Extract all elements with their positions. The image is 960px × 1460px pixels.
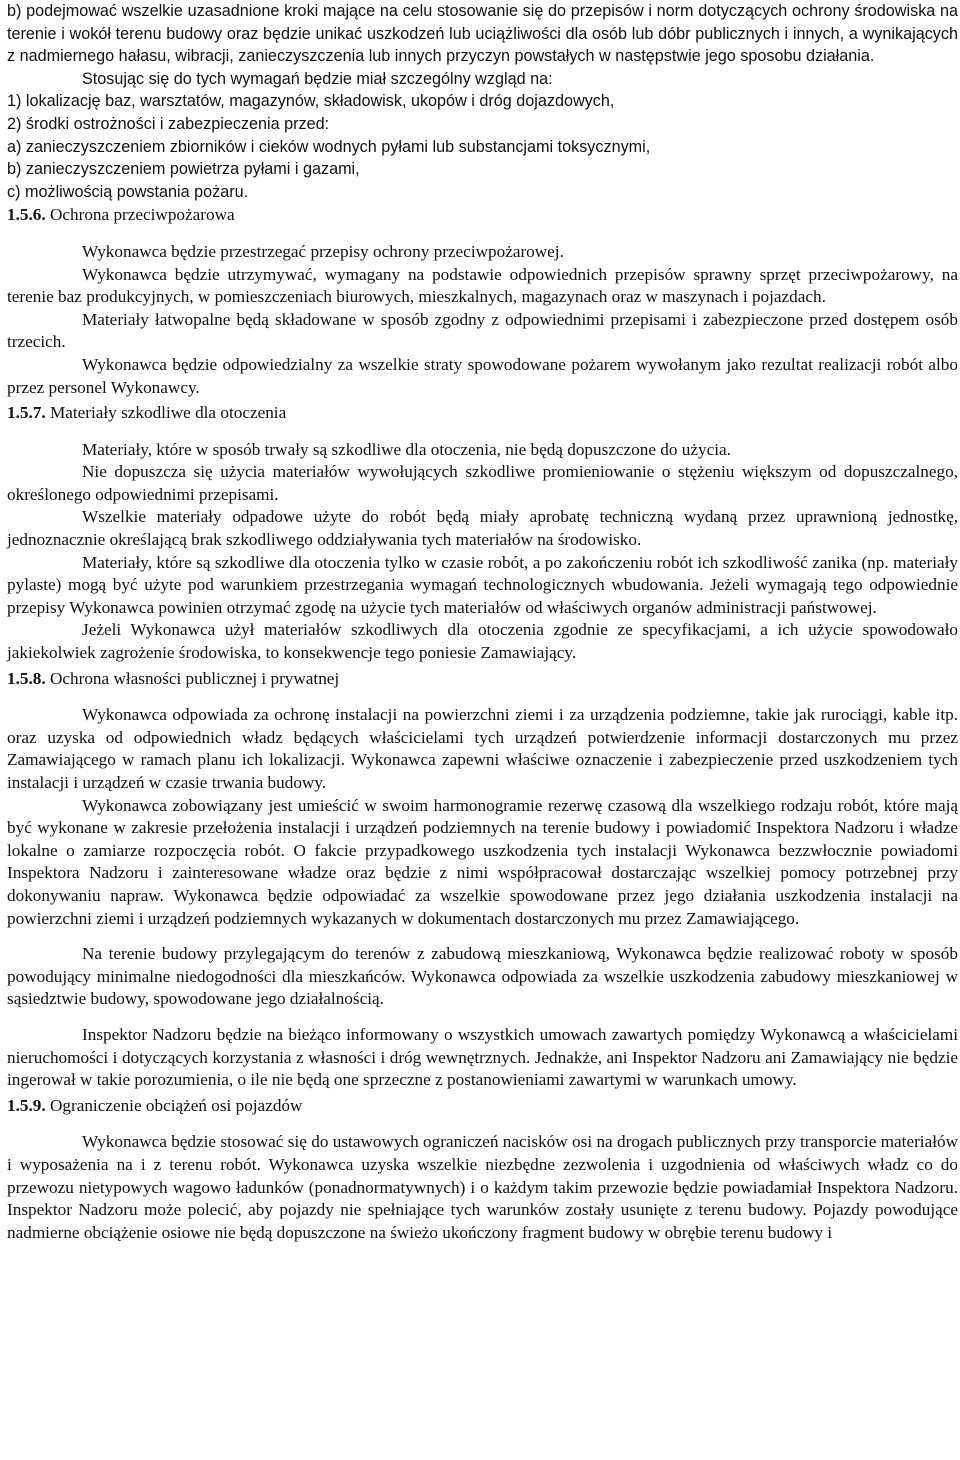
section-heading-1-5-9	[7, 1095, 958, 1118]
paragraph: Wykonawca będzie utrzymywać, wymagany na podstawie odpowiednich przepisów sprawny sprzęt przeciwpożarowy, na terenie baz produkcyjnych, w pomieszczeniach biurowych, mieszkalnych, magazynach oraz w maszynach i pojazdach.	[7, 264, 958, 307]
paragraph: Nie dopuszcza się użycia materiałów wywołujących szkodliwe promieniowanie o stężeniu większym od dopuszczalnego, określonego odpowiednimi przepisami.	[7, 462, 958, 504]
list-item: a) zanieczyszczeniem zbiorników i cieków wodnych pyłami lub substancjami toksycznymi,	[7, 137, 651, 156]
intro-item-b: b) podejmować wszelkie uzasadnione kroki mające na celu stosowanie się do przepisów i norm dotyczących ochrony środowiska na terenie i wokół terenu budowy oraz będzie unikać uszkodzeń lub uciążliwości dla osób lub dóbr publicznych i innych, a wynikających z nadmiernego hałasu, wibracji, zanieczyszczenia lub innych przyczyn powstałych w następstwie jego sposobu działania.	[7, 2, 958, 66]
section-number: 1.5.8.	[7, 668, 46, 688]
section-heading-1-5-8	[7, 668, 958, 691]
intro-list	[7, 90, 958, 203]
intro-block	[7, 0, 958, 203]
section-heading-1-5-7	[7, 402, 958, 425]
list-item: 2) środki ostrożności i zabezpieczenia przed:	[7, 114, 330, 133]
paragraph: Materiały, które są szkodliwe dla otoczenia tylko w czasie robót, a po zakończeniu robót ich szkodliwość zanika (np. materiały pylaste) mogą być użyte pod warunkiem przestrzegania wymagań technologicznych wbudowania. Jeżeli wymagają tego odpowiednie przepisy Wykonawca powinien otrzymać zgodę na użycie tych materiałów od właściwych organów administracji państwowej.	[7, 552, 958, 617]
section-title: Materiały szkodliwe dla otoczenia	[49, 403, 287, 423]
paragraph: Materiały łatwopalne będą składowane w sposób zgodny z odpowiednimi przepisami i zabezpieczone przed dostępem osób trzecich.	[7, 309, 958, 352]
intro-regard: Stosując się do tych wymagań będzie miał szczególny wzgląd na:	[82, 69, 553, 88]
section-number: 1.5.9.	[7, 1095, 46, 1115]
section-number: 1.5.6.	[7, 205, 46, 225]
paragraph: Wykonawca odpowiada za ochronę instalacji na powierzchni ziemi i za urządzenia podziemne, takie jak rurociągi, kable itp. oraz uzyska od odpowiednich władz będących właścicielami tych urządzeń potwierdzenie informacji dostarczonych mu przez Zamawiającego w ramach planu ich lokalizacji. Wykonawca zapewni właściwe oznaczenie i zabezpieczenie przed uszkodzeniem tych instalacji i urządzeń w czasie trwania budowy.	[7, 705, 958, 792]
paragraph: Wykonawca będzie stosować się do ustawowych ograniczeń nacisków osi na drogach publicznych przy transporcie materiałów i wyposażenia na i z terenu robót. Wykonawca uzyska wszelkie niezbędne zezwolenia i uzgodnienia od właściwych władz co do przewozu nietypowych wagowo ładunków (ponadnormatywnych) i o każdym takim przewozie będzie powiadamiał Inspektora Nadzoru. Inspektor Nadzoru może polecić, aby pojazdy nie spełniające tych warunków zostały usunięte z terenu budowy. Pojazdy powodujące nadmierne obciążenie osiowe nie będą dopuszczone na świeżo ukończony fragment budowy w obrębie terenu budowy i	[7, 1132, 958, 1242]
list-item: 1) lokalizację baz, warsztatów, magazynów, składowisk, ukopów i dróg dojazdowych,	[7, 92, 615, 111]
paragraph: Jeżeli Wykonawca użył materiałów szkodliwych dla otoczenia zgodnie ze specyfikacjami, a ich użycie spowodowało jakiekolwiek zagrożenie środowiska, to konsekwencje tego poniesie Zamawiający.	[7, 620, 958, 663]
section-title: Ochrona własności publicznej i prywatnej	[49, 668, 340, 688]
list-item: c) możliwością powstania pożaru.	[7, 182, 249, 201]
paragraph: Wszelkie materiały odpadowe użyte do robót będą miały aprobatę techniczną wydaną przez uprawnioną jednostkę, jednoznacznie określającą brak szkodliwego oddziaływania tych materiałów na środowisko.	[7, 507, 958, 550]
paragraph: Inspektor Nadzoru będzie na bieżąco informowany o wszystkich umowach zawartych pomiędzy Wykonawcą a właścicielami nieruchomości i dotyczących korzystania z własności i dróg wewnętrznych. Jednakże, ani Inspektor Nadzoru ani Zamawiający nie będzie ingerował w takie porozumienia, o ile nie będą one sprzeczne z postanowieniami zawartymi w warunkach umowy.	[7, 1024, 958, 1090]
paragraph: Wykonawca będzie odpowiedzialny za wszelkie straty spowodowane pożarem wywołanym jako rezultat realizacji robót albo przez personel Wykonawcy.	[7, 354, 958, 397]
paragraph: Wykonawca będzie przestrzegać przepisy ochrony przeciwpożarowej.	[82, 241, 564, 261]
list-item: b) zanieczyszczeniem powietrza pyłami i gazami,	[7, 160, 360, 179]
section-number: 1.5.7.	[7, 403, 46, 423]
paragraph: Na terenie budowy przylegającym do terenów z zabudową mieszkaniową, Wykonawca będzie realizować roboty w sposób powodujący minimalne niedogodności dla mieszkańców. Wykonawca odpowiada za wszelkie uszkodzenia zabudowy mieszkaniowej w sąsiedztwie budowy, spowodowane jego działalnością.	[7, 944, 958, 1009]
section-title: Ograniczenie obciążeń osi pojazdów	[49, 1095, 303, 1115]
section-title: Ochrona przeciwpożarowa	[49, 205, 235, 225]
paragraph: Materiały, które w sposób trwały są szkodliwe dla otoczenia, nie będą dopuszczone do użycia.	[82, 439, 731, 459]
section-heading-1-5-6	[7, 204, 958, 227]
paragraph: Wykonawca zobowiązany jest umieścić w swoim harmonogramie rezerwę czasową dla wszelkiego rodzaju robót, które mają być wykonane w zakresie przełożenia instalacji i urządzeń podziemnych na terenie budowy i powiadomić Inspektora Nadzoru i władze lokalne o zamiarze rozpoczęcia robót. O fakcie przypadkowego uszkodzenia tych instalacji Wykonawca bezzwłocznie powiadomi Inspektora Nadzoru i zainteresowane władze oraz będzie z nimi współpracował dostarczając wszelkiej pomocy potrzebnej przy dokonywaniu napraw. Wykonawca będzie odpowiadać za wszelkie spowodowane przez jego działania uszkodzenia instalacji na powierzchni ziemi i urządzeń podziemnych wykazanych w dokumentach dostarczonych mu przez Zamawiającego.	[7, 795, 958, 928]
document-page	[7, 0, 958, 1244]
